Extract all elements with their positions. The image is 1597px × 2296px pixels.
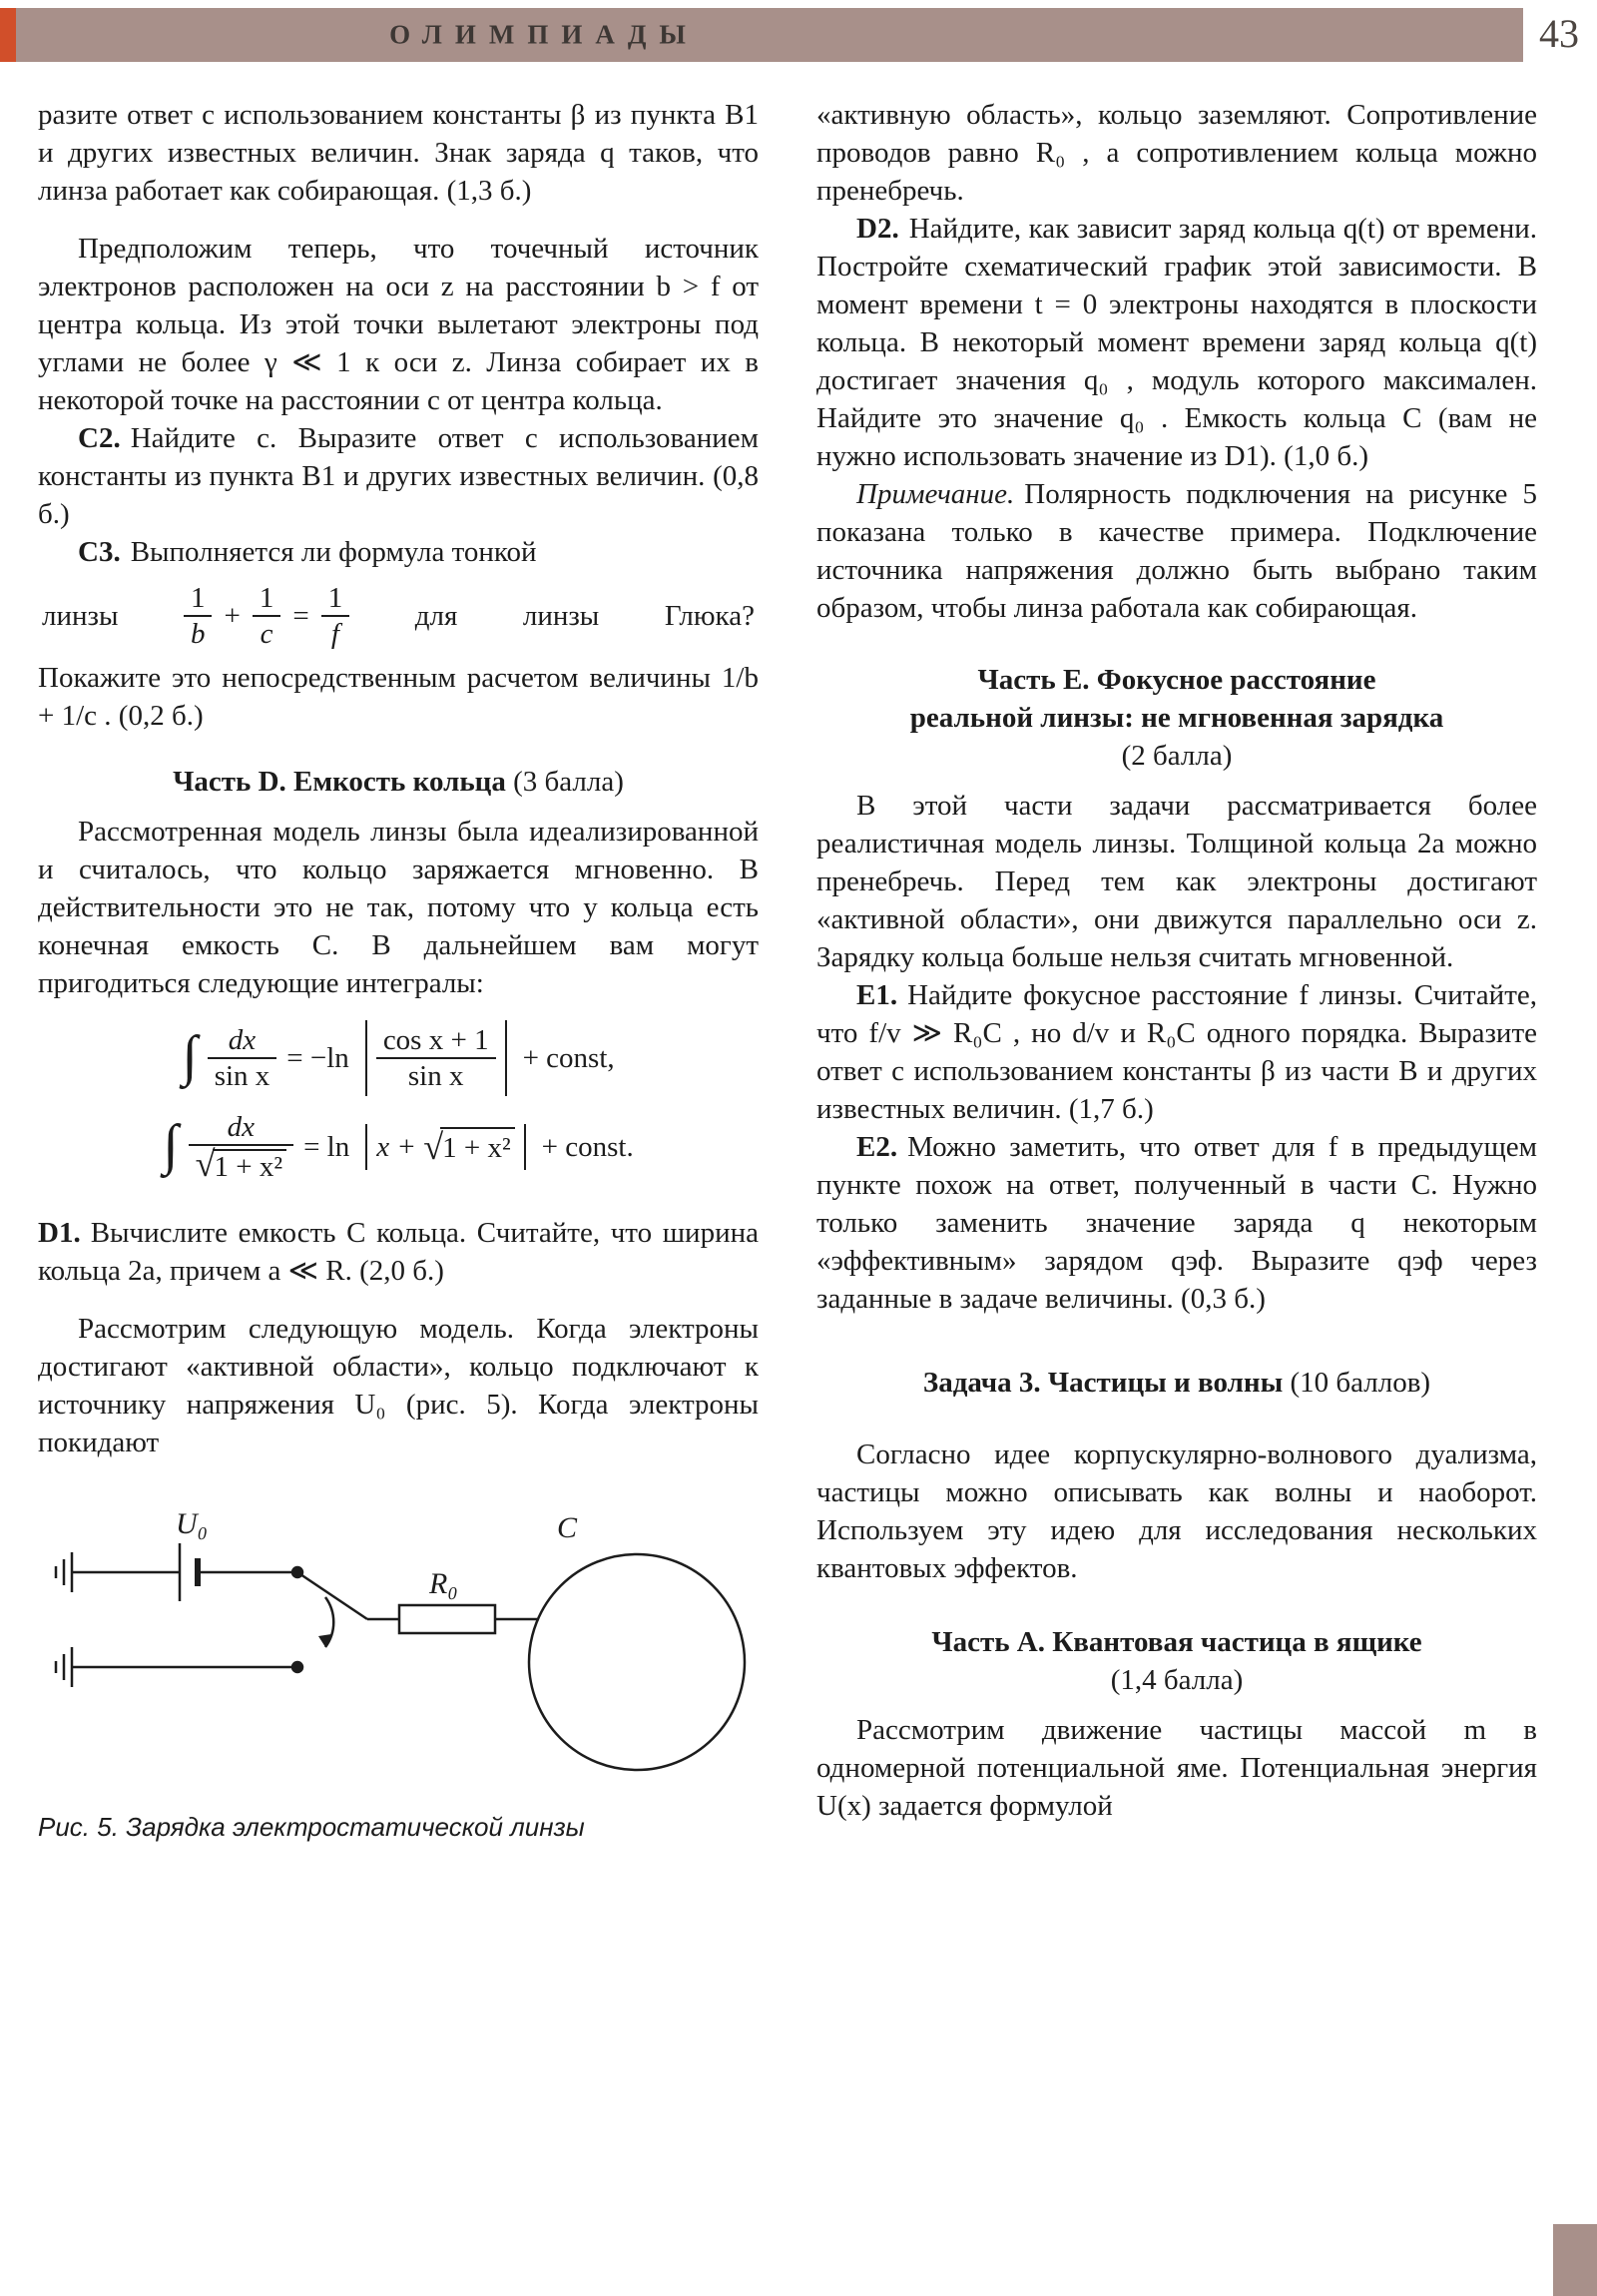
paragraph: Согласно идее корпускулярно-волнового дуализма, частицы можно описывать как волны и наоборот. Используем эту идею для исследования нескольких квантовых эффектов. [816, 1438, 1537, 1584]
heading-part-d: Часть D. Емкость кольца (3 балла) [173, 766, 624, 798]
heading-part-e: Часть E. Фокусное расстояние реальной линзы: не мгновенная зарядка (2 балла) [909, 664, 1444, 772]
fraction: $\frac{1}{c}$ [253, 581, 281, 651]
paragraph: Рассмотрим следующую модель. Когда электроны достигают «активной области», кольцо подключают к источнику напряжения U₀ (рис. 5). Когда электроны покидают [38, 1313, 759, 1458]
item-label: E2. [856, 1131, 898, 1163]
page-edge-tab [1553, 2224, 1597, 2296]
fraction: $\frac{dx}{\text{√1 + x²}}$ [189, 1110, 293, 1184]
content-columns [38, 96, 1537, 1843]
formula-word: линзы [42, 600, 119, 632]
battery-icon [180, 1543, 295, 1601]
lens-equation [184, 581, 349, 651]
note [816, 475, 1537, 627]
lens-formula [38, 581, 759, 651]
switch-icon [292, 1567, 399, 1672]
paragraph: Рассмотренная модель линзы была идеализированной и считалось, что кольцо заряжается мгновенно. В действительности это не так, потому что у кольца есть конечная емкость C. В дальнейшем вам могут пригодиться следующие интегралы: [38, 816, 759, 999]
label-r0: R₀ [429, 1567, 458, 1600]
label-c: C [557, 1511, 578, 1544]
item-text: Можно заметить, что ответ для f в предыдущем пункте похож на ответ, полученный в части C. Нужно только заменить значение заряда q некоторым «эффективным» зарядом qэф. Выразите qэф через заданные в задаче величины. (0,3 б.) [816, 1131, 1537, 1315]
equals-ln: = −ln [286, 1042, 349, 1074]
sqrt-expression: √1 + x² [189, 1146, 293, 1184]
ground-icon [56, 1647, 295, 1687]
formula-word: Глюка? [664, 600, 755, 632]
circuit-diagram [38, 1497, 759, 1797]
header-bar [0, 8, 1523, 62]
item-d2 [816, 210, 1537, 475]
fraction: $\frac{dx}{\text{sin x}}$ [208, 1023, 277, 1093]
item-e1 [816, 976, 1537, 1128]
rubric-title: ОЛИМПИАДЫ [389, 19, 699, 50]
right-column [816, 96, 1537, 1843]
heading-task-3: Задача 3. Частицы и волны (10 баллов) [922, 1367, 1431, 1399]
integral-1 [38, 1020, 759, 1096]
item-text: Выполняется ли формула тонкой [130, 536, 537, 568]
page-number: 43 [1539, 11, 1579, 56]
fraction: $\frac{\text{cos x + 1}}{\text{sin x}}$ [376, 1023, 496, 1093]
formula-word: для [414, 600, 458, 632]
item-c3 [38, 533, 759, 571]
ground-icon [56, 1552, 180, 1592]
ring-icon [529, 1554, 745, 1770]
item-label: E1. [856, 979, 898, 1011]
item-label: D2. [856, 213, 899, 245]
resistor-icon [399, 1605, 539, 1633]
plus-sign: + [224, 600, 241, 632]
paragraph: Покажите это непосредственным расчетом величины 1/b + 1/c . (0,2 б.) [38, 662, 759, 732]
item-label: C2. [78, 422, 121, 454]
const-term: + const. [541, 1131, 634, 1163]
page-header [0, 8, 1597, 62]
note-label: Примечание. [856, 478, 1015, 510]
item-label: D1. [38, 1217, 81, 1249]
note-text: Полярность подключения на рисунке 5 показана только в качестве примера. Подключение источника напряжения должно быть выбрано таким образом, чтобы линза работала как собирающая. [816, 478, 1537, 624]
item-d1 [38, 1214, 759, 1290]
item-text: Найдите, как зависит заряд кольца q(t) от времени. Постройте схематический график этой зависимости. В момент времени t = 0 электроны находятся в плоскости кольца. В некоторый момент времени заряд кольца q(t) достигает значения q₀ , модуль которого максимален. Найдите это значение q₀ . Емкость кольца C (вам не нужно использовать значение из D1). (1,0 б.) [816, 213, 1537, 472]
integral-2 [38, 1110, 759, 1184]
integral-sign: ∫ [182, 1025, 198, 1087]
const-term: + const, [522, 1042, 615, 1074]
absolute-value: x + √ 1 + x² [365, 1124, 525, 1170]
item-text: Найдите фокусное расстояние f линзы. Считайте, что f/v ≫ R₀C , но d/v и R₀C одного порядка. Выразите ответ с использованием константы β из части B и других известных величин. (1,7 б.) [816, 979, 1537, 1125]
figure-5 [38, 1497, 759, 1843]
paragraph: разите ответ с использованием константы β из пункта B1 и других известных величин. Знак заряда q таков, что линза работает как собирающая. (1,3 б.) [38, 99, 759, 207]
heading-part-a: Часть A. Квантовая частица в ящике (1,4 балла) [931, 1626, 1422, 1696]
paragraph: Предположим теперь, что точечный источник электронов расположен на оси z на расстоянии b > f от центра кольца. Из этой точки вылетают электроны под углами не более γ ≪ 1 к оси z. Линза собирает их в некоторой точке на расстоянии c от центра кольца. [38, 233, 759, 416]
item-e2 [816, 1128, 1537, 1318]
item-label: C3. [78, 536, 121, 568]
paragraph: В этой части задачи рассматривается более реалистичная модель линзы. Толщиной кольца 2a можно пренебречь. Перед тем как электроны достигают «активной области», они движутся параллельно оси z. Зарядку кольца больше нельзя считать мгновенной. [816, 790, 1537, 973]
equals-sign: = [292, 600, 309, 632]
equals-ln: = ln [303, 1131, 350, 1163]
formula-word: линзы [522, 600, 600, 632]
fraction: $\frac{1}{b}$ [184, 581, 213, 651]
item-c2 [38, 419, 759, 533]
figure-caption: Рис. 5. Зарядка электростатической линзы [38, 1812, 585, 1842]
accent-square [0, 8, 16, 62]
fraction: $\frac{1}{f}$ [321, 581, 350, 651]
label-u0: U₀ [176, 1507, 209, 1540]
item-text: Вычислите емкость C кольца. Считайте, что ширина кольца 2a, причем a ≪ R. (2,0 б.) [38, 1217, 759, 1287]
left-column [38, 96, 759, 1843]
integral-sign: ∫ [163, 1114, 179, 1176]
integral-formulas [38, 1020, 759, 1184]
paragraph: «активную область», кольцо заземляют. Сопротивление проводов равно R₀ , а сопротивлением кольца можно пренебречь. [816, 99, 1537, 207]
item-text: Найдите c. Выразите ответ с использованием константы из пункта B1 и других известных величин. (0,8 б.) [38, 422, 759, 530]
absolute-value [365, 1020, 507, 1096]
paragraph: Рассмотрим движение частицы массой m в одномерной потенциальной яме. Потенциальная энергия U(x) задается формулой [816, 1714, 1537, 1822]
